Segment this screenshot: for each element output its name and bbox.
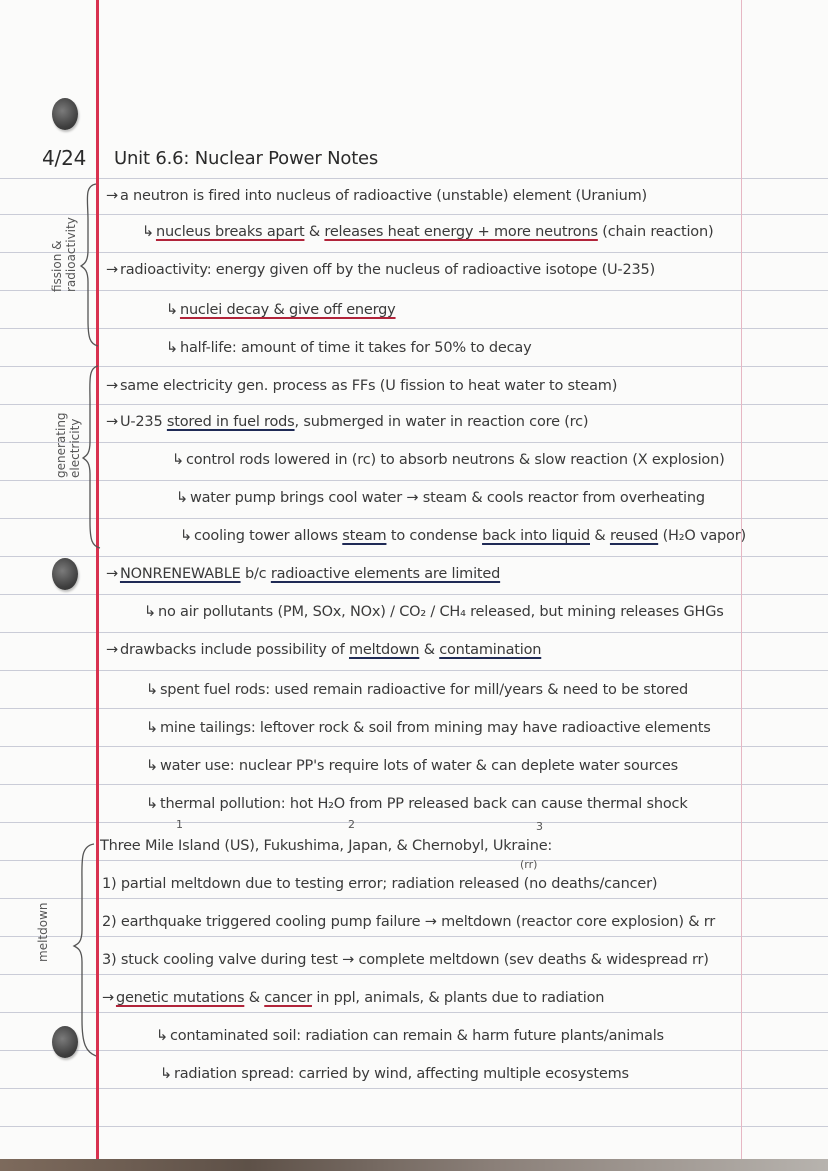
note-subline: ↳ water pump brings cool water → steam & cools reactor from overheating (176, 490, 705, 506)
ruled-line (0, 1050, 828, 1051)
note-subline: ↳ water use: nuclear PP's require lots of water & can deplete water sources (146, 758, 678, 774)
sub-arrow-icon: ↳ (172, 452, 184, 468)
ruled-line (0, 594, 828, 595)
page-title: Unit 6.6: Nuclear Power Notes (114, 148, 379, 169)
ruled-line (0, 1012, 828, 1013)
note-line: 1) partial meltdown due to testing error; radiation released (no deaths/cancer) (102, 876, 658, 892)
note-line: → radioactivity: energy given off by the nucleus of radioactive isotope (U-235) (106, 262, 656, 278)
sub-arrow-icon: ↳ (146, 682, 158, 698)
abbreviation-marker: (rr) (520, 858, 538, 871)
ruled-line (0, 746, 828, 747)
footnote-marker: 2 (348, 818, 355, 831)
margin-label-fission: fission & (50, 240, 64, 292)
margin-label-radioactivity: radioactivity (64, 217, 78, 292)
ruled-line (0, 632, 828, 633)
sub-arrow-icon: ↳ (160, 1066, 172, 1082)
note-subline: ↳ thermal pollution: hot H₂O from PP released back can cause thermal shock (146, 796, 688, 812)
sub-arrow-icon: ↳ (156, 1028, 168, 1044)
ruled-line (0, 290, 828, 291)
punch-hole-icon (52, 558, 78, 590)
note-line: → NONRENEWABLE b/c radioactive elements are limited (106, 566, 501, 582)
ruled-line (0, 442, 828, 443)
arrow-icon: → (106, 642, 118, 658)
ruled-line (0, 670, 828, 671)
ruled-line (0, 936, 828, 937)
note-line: 3) stuck cooling valve during test → complete meltdown (sev deaths & widespread rr) (102, 952, 709, 968)
margin-label-generating: generating (54, 412, 68, 478)
ruled-line (0, 480, 828, 481)
note-subline: ↳ spent fuel rods: used remain radioactive for mill/years & need to be stored (146, 682, 688, 698)
sub-arrow-icon: ↳ (146, 796, 158, 812)
ruled-line (0, 518, 828, 519)
note-subline: ↳ no air pollutants (PM, SOx, NOx) / CO₂ / CH₄ released, but mining releases GHGs (144, 604, 724, 620)
sub-arrow-icon: ↳ (166, 340, 178, 356)
punch-hole-icon (52, 98, 78, 130)
note-line: 2) earthquake triggered cooling pump failure → meltdown (reactor core explosion) & rr (102, 914, 716, 930)
note-subline: ↳ mine tailings: leftover rock & soil from mining may have radioactive elements (146, 720, 711, 736)
ruled-line (0, 366, 828, 367)
sub-arrow-icon: ↳ (176, 490, 188, 506)
footnote-marker: 1 (176, 818, 183, 831)
right-margin-line (741, 0, 742, 1171)
note-line: → genetic mutations & cancer in ppl, animals, & plants due to radiation (102, 990, 605, 1006)
curly-brace-icon (78, 180, 100, 350)
sub-arrow-icon: ↳ (144, 604, 156, 620)
curly-brace-icon (68, 840, 98, 1060)
arrow-icon: → (106, 566, 118, 582)
arrow-icon: → (106, 414, 118, 430)
arrow-icon: → (106, 188, 118, 204)
note-line: Three Mile Island (US), Fukushima, Japan, & Chernobyl, Ukraine: (100, 838, 553, 854)
note-line: → drawbacks include possibility of meltdown & contamination (106, 642, 542, 658)
ruled-line (0, 784, 828, 785)
margin-label-meltdown: meltdown (36, 902, 50, 962)
note-subline: ↳ cooling tower allows steam to condense back into liquid & reused (H₂O vapor) (180, 528, 746, 544)
page-bottom-edge (0, 1159, 828, 1171)
ruled-line (0, 1088, 828, 1089)
arrow-icon: → (102, 990, 114, 1006)
sub-arrow-icon: ↳ (146, 758, 158, 774)
ruled-line (0, 860, 828, 861)
arrow-icon: → (106, 262, 118, 278)
arrow-icon: → (106, 378, 118, 394)
margin-label-electricity: electricity (68, 418, 82, 478)
sub-arrow-icon: ↳ (146, 720, 158, 736)
ruled-line (0, 822, 828, 823)
note-subline: ↳ radiation spread: carried by wind, affecting multiple ecosystems (160, 1066, 629, 1082)
ruled-line (0, 404, 828, 405)
ruled-line (0, 708, 828, 709)
note-line: → same electricity gen. process as FFs (U fission to heat water to steam) (106, 378, 618, 394)
ruled-line (0, 898, 828, 899)
note-date: 4/24 (42, 146, 87, 170)
ruled-line (0, 252, 828, 253)
ruled-line (0, 1126, 828, 1127)
sub-arrow-icon: ↳ (180, 528, 192, 544)
note-line: → U-235 stored in fuel rods, submerged in water in reaction core (rc) (106, 414, 589, 430)
ruled-line (0, 556, 828, 557)
footnote-marker: 3 (536, 820, 543, 833)
ruled-line (0, 974, 828, 975)
note-line: → a neutron is fired into nucleus of radioactive (unstable) element (Uranium) (106, 188, 647, 204)
sub-arrow-icon: ↳ (166, 302, 178, 318)
ruled-line (0, 328, 828, 329)
note-subline: ↳ nuclei decay & give off energy (166, 302, 396, 318)
note-subline: ↳ contaminated soil: radiation can remain & harm future plants/animals (156, 1028, 664, 1044)
note-subline: ↳ nucleus breaks apart & releases heat energy + more neutrons (chain reaction) (142, 224, 714, 240)
ruled-line (0, 214, 828, 215)
note-subline: ↳ control rods lowered in (rc) to absorb neutrons & slow reaction (X explosion) (172, 452, 725, 468)
sub-arrow-icon: ↳ (142, 224, 154, 240)
curly-brace-icon (80, 362, 102, 552)
note-subline: ↳ half-life: amount of time it takes for 50% to decay (166, 340, 532, 356)
ruled-line (0, 178, 828, 179)
